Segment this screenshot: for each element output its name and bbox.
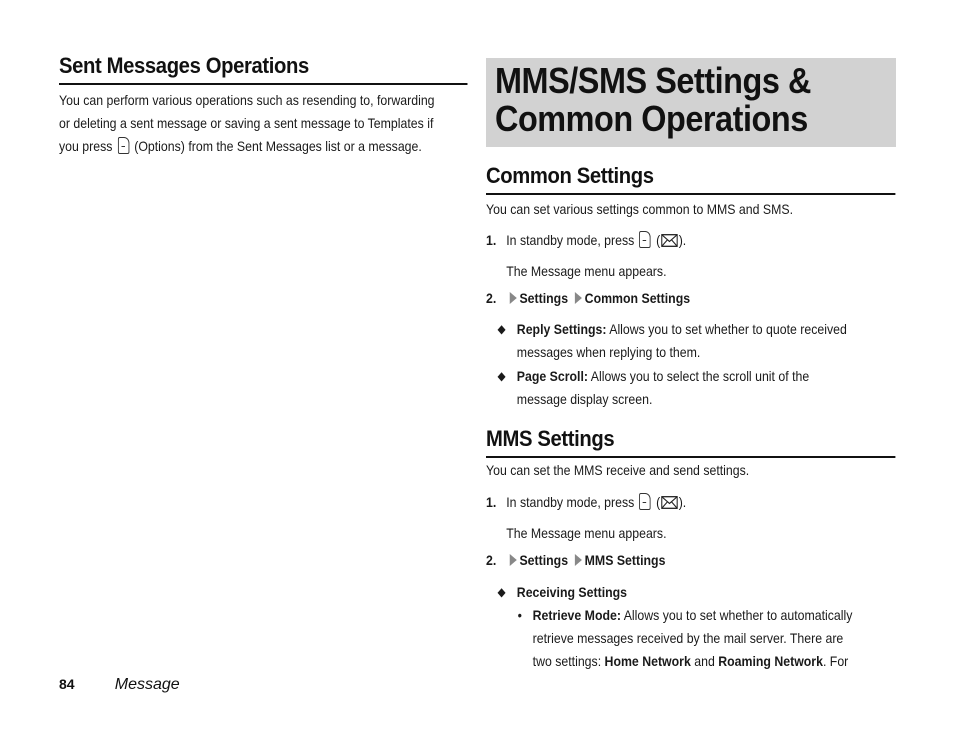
reply-settings-item: ◆ Reply Settings: Allows you to set whether to quote received messages when replying to them.: [486, 318, 897, 364]
left-softkey-icon: [118, 137, 129, 154]
common-settings-section: [486, 162, 896, 411]
paragraph-line: or deleting a sent message or saving a sent message to Templates if: [59, 115, 434, 131]
menu-arrow-icon: [510, 292, 517, 304]
common-step-1-result: The Message menu appears.: [506, 263, 667, 279]
section-name: Message: [114, 676, 180, 693]
menu-arrow-icon: [575, 292, 582, 304]
mms-step-1-result: The Message menu appears.: [506, 525, 667, 541]
mms-settings-body: [486, 459, 897, 673]
receiving-settings-item: ◆ Receiving Settings: [486, 581, 897, 604]
common-step-2: 2. Settings Common Settings: [486, 290, 691, 306]
common-step-1: 1. In standby mode, press ( ).: [486, 232, 687, 248]
diamond-bullet-icon: ◆: [497, 322, 506, 336]
mms-step-1: 1. In standby mode, press ( ).: [486, 494, 687, 510]
mail-envelope-icon: [661, 496, 678, 509]
sent-messages-paragraph: [59, 89, 469, 158]
menu-arrow-icon: [575, 554, 582, 566]
mms-step-2: 2. Settings MMS Settings: [486, 552, 666, 568]
left-softkey-icon: [639, 493, 650, 510]
mms-settings-heading: MMS Settings: [486, 425, 896, 458]
chapter-title-box: [486, 58, 896, 147]
diamond-bullet-icon: ◆: [497, 369, 506, 383]
paragraph-line: You can perform various operations such as resending to, forwarding: [59, 92, 435, 108]
common-intro: You can set various settings common to MMS and SMS.: [486, 201, 794, 217]
sent-messages-heading: Sent Messages Operations: [59, 52, 468, 85]
common-settings-heading: Common Settings: [486, 162, 896, 195]
chapter-title-line-1: MMS/SMS Settings &: [495, 60, 811, 101]
page-scroll-item: ◆ Page Scroll: Allows you to select the scroll unit of the message display screen.: [486, 365, 897, 411]
right-column: [486, 58, 896, 673]
paragraph-line: you press (Options) from the Sent Messages list or a message.: [59, 138, 422, 154]
chapter-title-line-2: Common Operations: [495, 98, 808, 139]
retrieve-mode-item: • Retrieve Mode: Allows you to set whether to automatically retrieve messages received by the mail server. There are two settings: Home Network and Roaming Network. For: [486, 604, 897, 673]
left-column: [59, 52, 468, 158]
dot-bullet-icon: •: [517, 607, 522, 623]
page-footer: [59, 676, 180, 694]
mms-settings-section: [486, 425, 896, 673]
menu-arrow-icon: [510, 554, 517, 566]
common-settings-body: [486, 198, 897, 411]
diamond-bullet-icon: ◆: [497, 585, 506, 599]
mms-intro: You can set the MMS receive and send settings.: [486, 462, 750, 478]
mail-envelope-icon: [661, 234, 678, 247]
page-number: 84: [59, 676, 75, 692]
left-softkey-icon: [639, 231, 650, 248]
